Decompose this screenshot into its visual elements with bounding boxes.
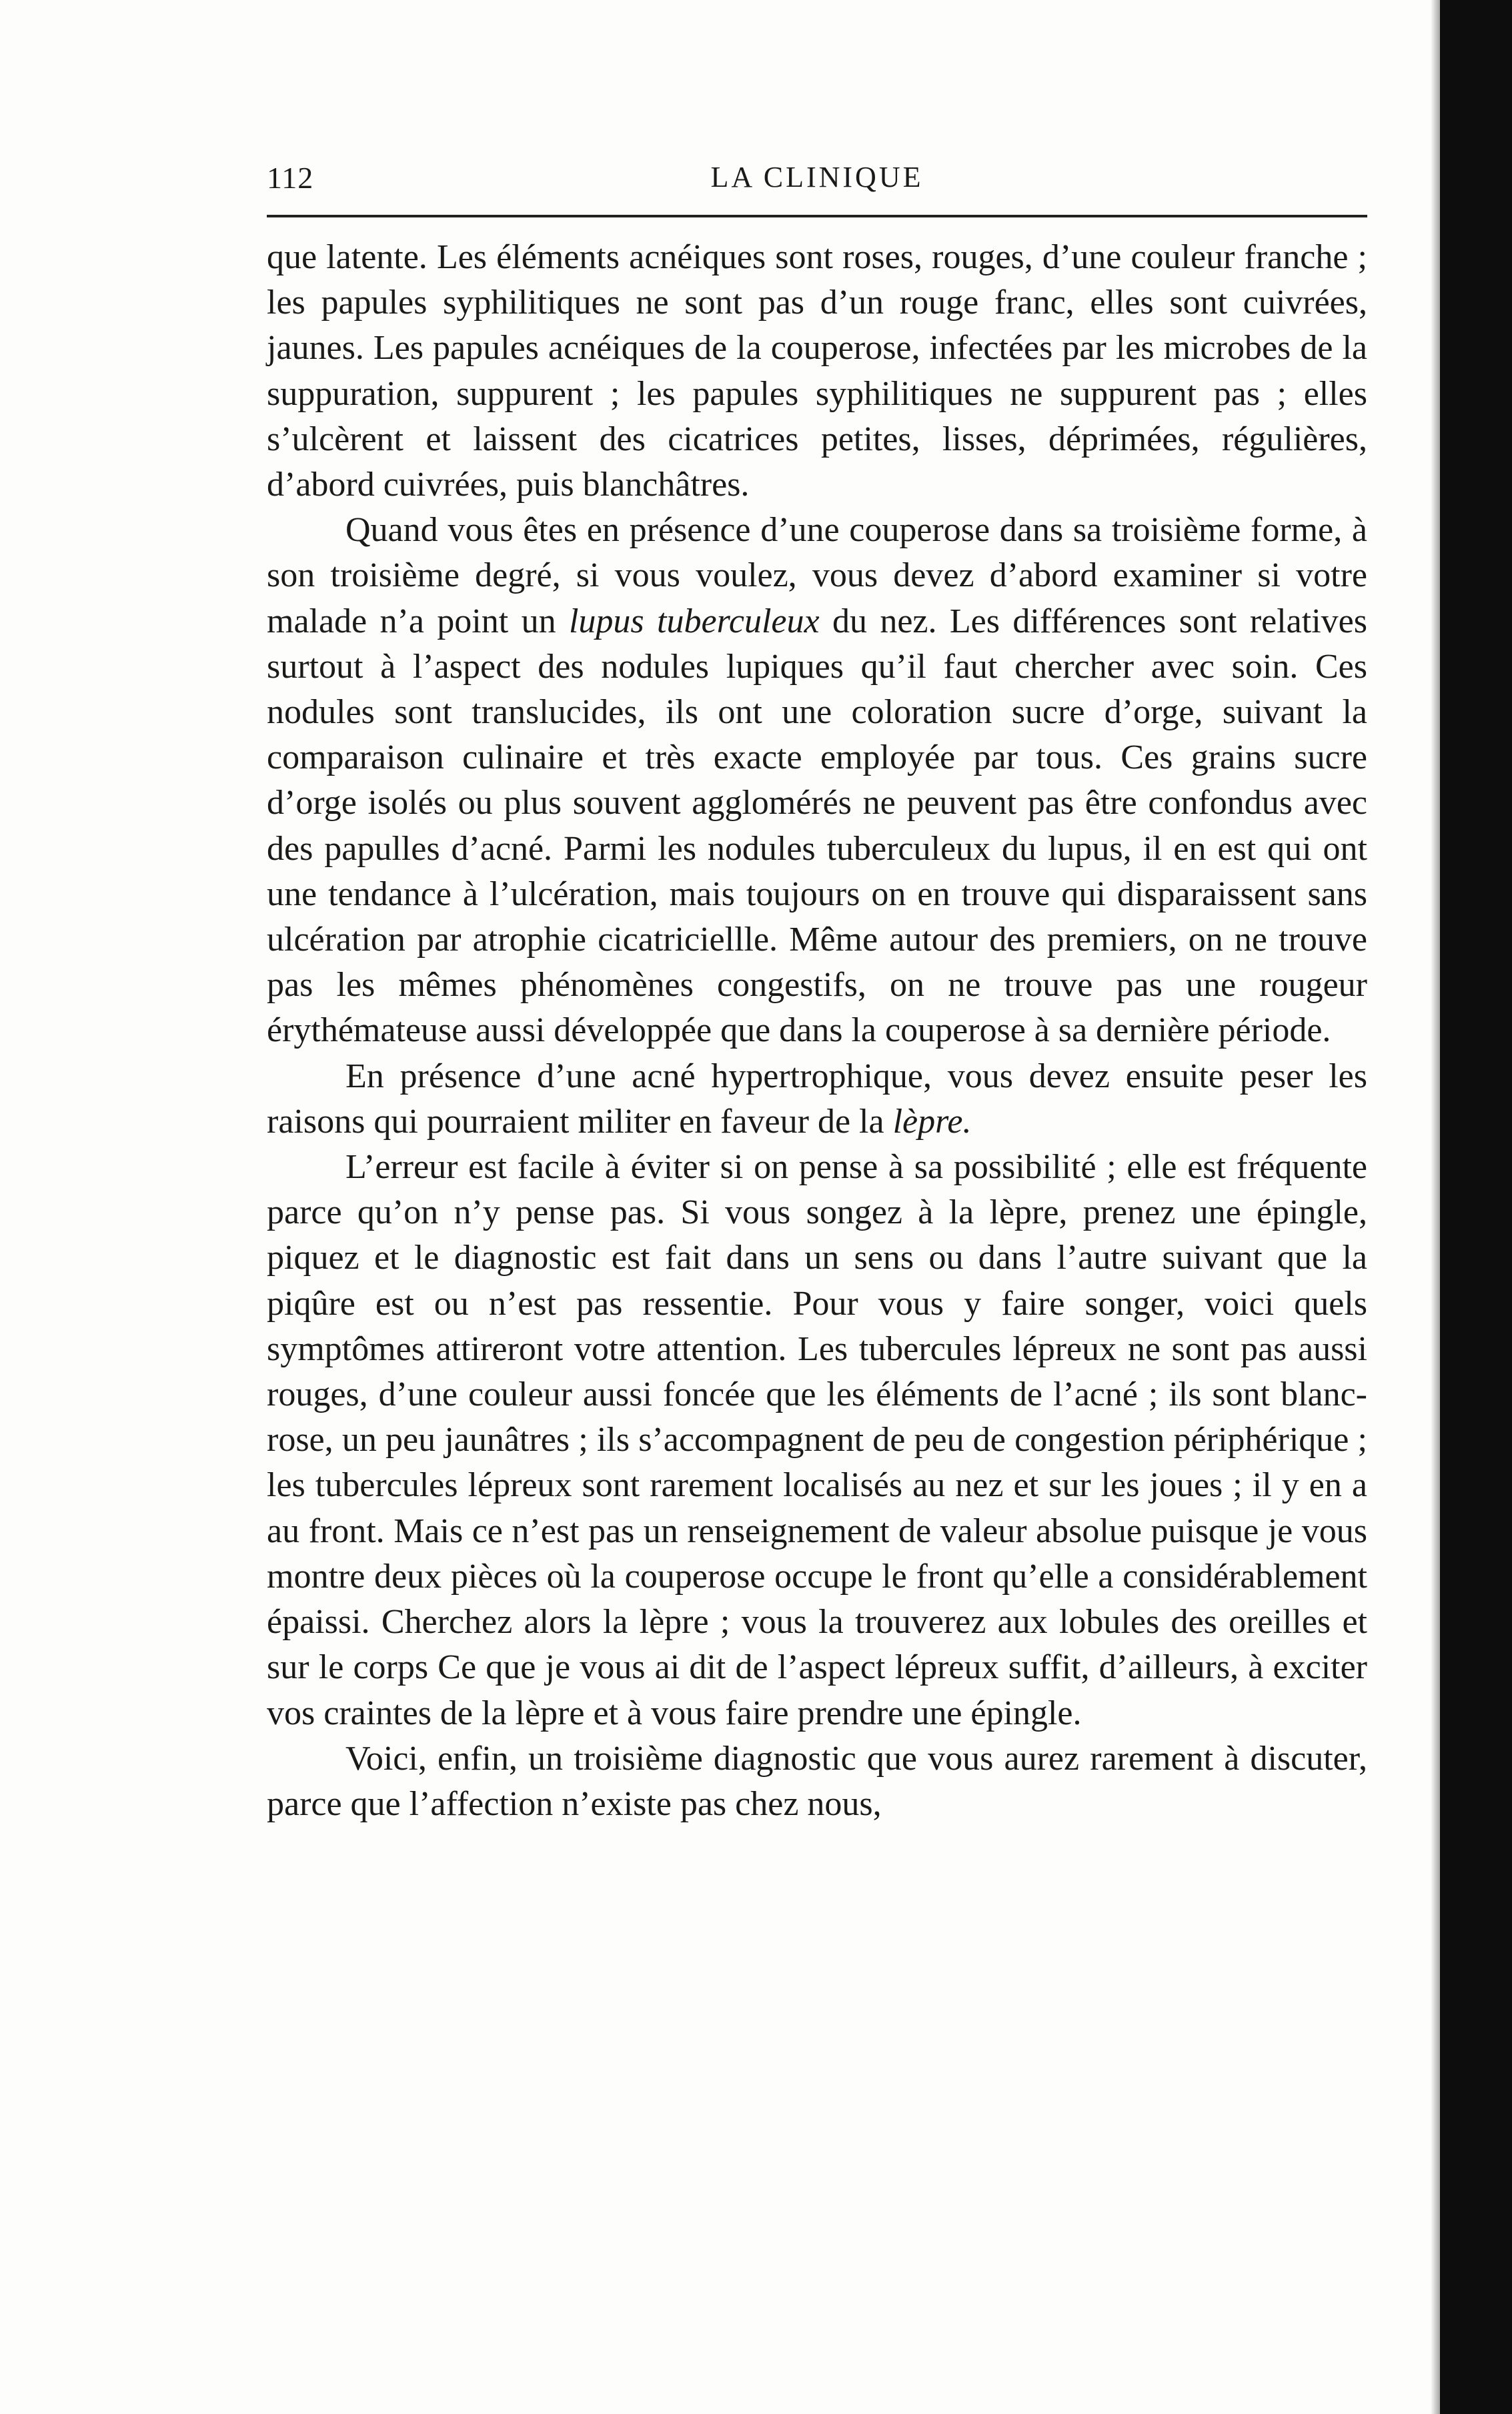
paragraph-1 xyxy=(267,235,1367,508)
lepre-term: lèpre. xyxy=(892,1102,972,1141)
paragraph-4-text: L’erreur est facile à éviter si on pense à sa possibilité ; elle est fréquente parce qu’on n’y pense pas. Si vous songez à la lèpre, prenez une épingle, piquez et le diagnostic est fait dans un sens ou dans l’autre suivant que la piqûre est ou n’est pas ressentie. Pour vous y faire songer, voici quels symptômes attireront votre attention. Les tubercules lépreux ne sont pas aussi rouges, d’une couleur aussi foncée que les éléments de l’acné ; ils sont blanc-rose, un peu jaunâtres ; ils s’accompagnent de peu de congestion périphérique ; les tubercules lépreux sont rarement localisés au nez et sur les joues ; il y en a au front. Mais ce n’est pas un renseignement de valeur absolue puisque je vous montre deux pièces où la couperose occupe le front qu’elle a considérablement épaissi. Cherchez alors la lèpre ; vous la trouverez aux lobules des oreilles et sur le corps Ce que je vous ai dit de l’aspect lépreux suffit, d’ailleurs, à exciter vos craintes de la lèpre et à vous faire prendre une épingle. xyxy=(267,1148,1367,1732)
paragraph-2-text-b: du nez. Les différences sont relatives surtout à l’aspect des nodules lupiques qu’il faut chercher avec soin. Ces nodules sont translucides, ils ont une coloration sucre d’orge, suivant la comparaison culinaire et très exacte employée par tous. Ces grains sucre d’orge isolés ou plus souvent agglomérés ne peuvent pas être confondus avec des papulles d’acné. Parmi les nodules tuberculeux du lupus, il en est qui ont une tendance à l’ulcération, mais toujours on en trouve qui disparaissent sans ulcération par atrophie cicatriciellle. Même autour des premiers, on ne trouve pas les mêmes phénomènes congestifs, on ne trouve pas une rougeur érythémateuse aussi développée que dans la couperose à sa dernière période. xyxy=(267,602,1367,1050)
paragraph-2-text-a: Quand vous êtes en présence d’une couperose dans sa troisième forme, à son troisième degré, si vous voulez, vous devez d’abord examiner si votre malade n’a point un xyxy=(267,511,1367,640)
lupus-tuberculeux-term: lupus tuberculeux xyxy=(568,602,820,640)
paragraph-2 xyxy=(267,508,1367,1053)
paragraph-3-text-a: En présence d’une acné hypertrophique, vous devez ensuite peser les raisons qui pourraient militer en faveur de la xyxy=(267,1057,1367,1141)
paragraph-5 xyxy=(267,1736,1367,1827)
paragraph-1-text: que latente. Les éléments acnéiques sont roses, rouges, d’une couleur franche ; les papules syphilitiques ne sont pas d’un rouge franc, elles sont cuivrées, jaunes. Les papules acnéiques de la couperose, infectées par les microbes de la suppuration, suppurent ; les papules syphilitiques ne suppurent pas ; elles s’ulcèrent et laissent des cicatrices petites, lisses, déprimées, régulières, d’abord cuivrées, puis blanchâtres. xyxy=(267,238,1367,504)
body-text xyxy=(267,235,1367,1827)
scan-edge-shadow xyxy=(1440,0,1512,2414)
page-header xyxy=(267,152,1367,205)
paragraph-5-text: Voici, enfin, un troisième diagnostic que vous aurez rarement à discuter, parce que l’affection n’existe pas chez nous, xyxy=(267,1739,1367,1823)
header-rule xyxy=(267,215,1367,217)
page-number: 112 xyxy=(267,161,314,195)
running-title: LA CLINIQUE xyxy=(710,161,924,193)
paragraph-4 xyxy=(267,1145,1367,1736)
paragraph-3 xyxy=(267,1054,1367,1145)
